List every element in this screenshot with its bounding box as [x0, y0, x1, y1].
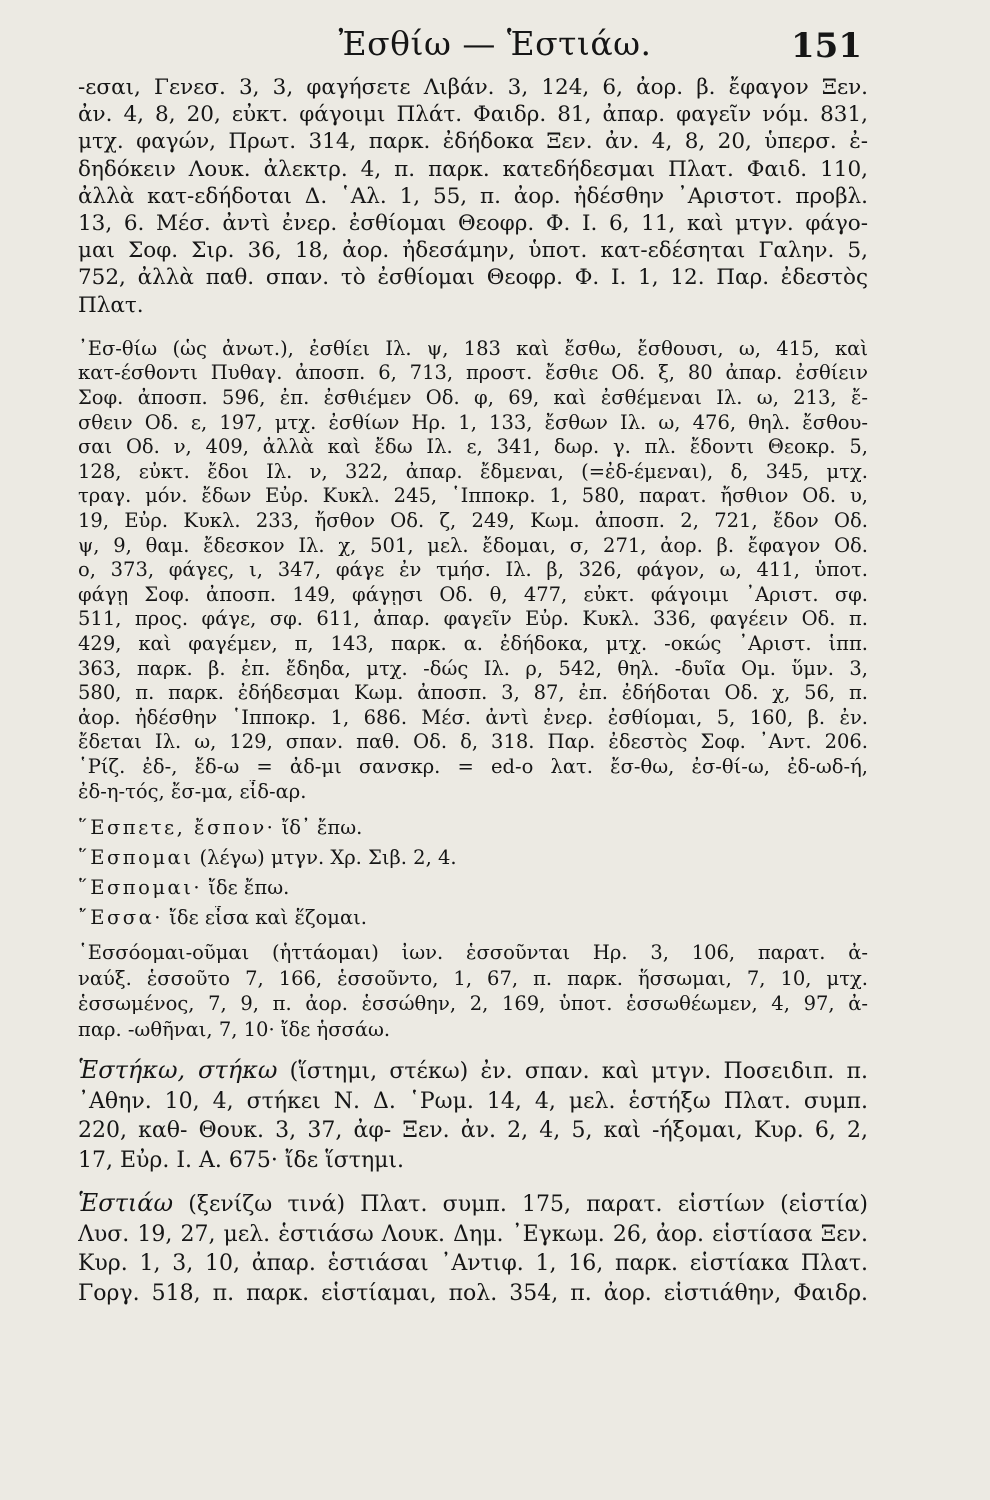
text-line: Γοργ. 518, π. παρκ. εἱστίαμαι, πολ. 354, π. ἀορ. εἱστιάθην, Φαιδρ.: [78, 1280, 868, 1306]
page-body: [78, 74, 868, 1308]
cross-reference-essa: [78, 906, 868, 930]
text-line: 752, ἀλλὰ παθ. σπαν. τὸ ἐσθίομαι Θεοφρ. Φ. Ι. 1, 12. Παρ. ἐδεστὸς: [78, 265, 868, 291]
text-line: 19, Εὐρ. Κυκλ. 233, ἤσθον Οδ. ζ, 249, Κωμ. ἀποσπ. 2, 721, ἔδον Οδ.: [78, 508, 868, 532]
text-line: κατ-έσθοντι Πυθαγ. ἀποσπ. 6, 713, προστ. ἔσθιε Οδ. ξ, 80 ἀπαρ. ἐσθίειν: [78, 361, 868, 385]
text-line: 429, καὶ φαγέμεν, π, 143, παρκ. α. ἐδήδοκα, μτχ. -οκώς ᾿Αριστ. ἱππ.: [78, 631, 868, 655]
text-line: ο, 373, φάγες, ι, 347, φάγε ἐν τμήσ. Ιλ. β, 326, φάγον, ω, 411, ὑποτ.: [78, 558, 868, 582]
text-line: [78, 876, 868, 900]
text-line: ἑσσωμένος, 7, 9, π. ἀορ. ἑσσώθην, 2, 169, ὑποτ. ἑσσωθέωμεν, 4, 97, ἀ-: [78, 992, 868, 1016]
entry-esthio-poetic: [78, 337, 868, 804]
cross-reference-espomai-2: [78, 876, 868, 900]
entry-esthio-continuation: [78, 74, 868, 319]
text-line: ψ, 9, θαμ. ἔδεσκον Ιλ. χ, 501, μελ. ἔδομαι, σ, 271, ἀορ. β. ἔφαγον Οδ.: [78, 533, 868, 557]
text-line: 17, Εὐρ. Ι. Α. 675· ἴδε ἵστημι.: [78, 1147, 405, 1173]
text-line: ἀλλὰ κατ-εδήδοται Δ. ῾Αλ. 1, 55, π. ἀορ. ἠδέσθην ᾿Αριστοτ. προβλ.: [78, 183, 868, 209]
text-line: 13, 6. Μέσ. ἀντὶ ἐνερ. ἐσθίομαι Θεοφρ. Φ. Ι. 6, 11, καὶ μτγν. φάγο-: [78, 211, 868, 237]
text-line: ναύξ. ἑσσοῦτο 7, 166, ἑσσοῦντο, 1, 67, π. παρκ. ἥσσωμαι, 7, 10, μτχ.: [78, 966, 868, 990]
text-line: ᾿Αθην. 10, 4, στήκει Ν. Δ. ῾Ρωμ. 14, 4, μελ. ἑστήξω Πλατ. συμπ.: [78, 1088, 868, 1114]
text-line: παρ. -ωθῆναι, 7, 10· ἴδε ἡσσάω.: [78, 1017, 391, 1041]
text-line: [78, 1056, 868, 1087]
text-line: 220, καθ- Θουκ. 3, 37, ἀφ- Ξεν. ἀν. 2, 4, 5, καὶ -ήξομαι, Κυρ. 6, 2,: [78, 1118, 868, 1144]
text-line: σαι Οδ. ν, 409, ἀλλὰ καὶ ἔδω Ιλ. ε, 341, δωρ. γ. πλ. ἔδοντι Θεοκρ. 5,: [78, 435, 868, 459]
entry-estiko: [78, 1056, 868, 1175]
text-line: 580, π. παρκ. ἐδήδεσμαι Κωμ. ἀποσπ. 3, 87, ἐπ. ἐδήδοται Οδ. χ, 56, π.: [78, 681, 868, 705]
page-header: [0, 20, 990, 70]
text-line: Σοφ. ἀποσπ. 596, ἐπ. ἐσθιέμεν Οδ. φ, 69, καὶ ἐσθέμεναι Ιλ. ω, 213, ἔ-: [78, 386, 868, 410]
lemma: ῞Εσπομαι: [78, 846, 194, 870]
reference-text: ἴδε ἔπω.: [202, 876, 290, 900]
text-line: ᾿Εσ-θίω (ὡς ἀνωτ.), ἐσθίει Ιλ. ψ, 183 καὶ ἔσθω, ἔσθουσι, ω, 415, καὶ: [78, 336, 868, 360]
reference-text: ἴδε εἶσα καὶ ἕζομαι.: [162, 906, 367, 930]
headword: Ἑστιάω: [78, 1189, 174, 1218]
text-line: Λυσ. 19, 27, μελ. ἑστιάσω Λουκ. Δημ. ᾿Εγκωμ. 26, ἀορ. εἱστίασα Ξεν.: [78, 1221, 868, 1247]
cross-reference-espete: [78, 816, 868, 840]
headword: Ἑστήκω, στήκω: [78, 1056, 278, 1085]
text-line: [78, 1189, 868, 1220]
text-line: σθειν Οδ. ε, 197, μτχ. ἐσθίων Ηρ. 1, 133, ἔσθων Ιλ. ω, 476, θηλ. ἔσθου-: [78, 410, 868, 434]
lemma: ῎Εσσα·: [78, 906, 163, 930]
text-line: [78, 816, 868, 840]
text-line: ῾Ρίζ. ἐδ-, ἔδ-ω = ἀδ-μι σανσκρ. = ed-o λατ. ἔσ-θω, ἐσ-θί-ω, ἐδ-ωδ-ή,: [78, 754, 868, 778]
page-number: 151: [791, 26, 862, 66]
entry-essoomai: [78, 940, 868, 1042]
text-line: ἀορ. ἠδέσθην ῾Ιπποκρ. 1, 686. Μέσ. ἀντὶ ἐνερ. ἐσθίομαι, 5, 160, β. ἐν.: [78, 705, 868, 729]
definition-text: (ἵστημι, στέκω) ἐν. σπαν. καὶ μτγν. Ποσειδιπ. π.: [277, 1059, 868, 1085]
text-line: μαι Σοφ. Σιρ. 36, 18, ἀορ. ἠδεσάμην, ὑποτ. κατ-εδέσηται Γαλην. 5,: [78, 238, 868, 264]
text-line: ἀν. 4, 8, 20, εὐκτ. φάγοιμι Πλάτ. Φαιδρ. 81, ἀπαρ. φαγεῖν νόμ. 831,: [78, 102, 868, 128]
reference-text: ἴδ᾿ ἔπω.: [275, 816, 363, 840]
text-line: ῾Εσσόομαι-οῦμαι (ἡττάομαι) ἰων. ἑσσοῦνται Ηρ. 3, 106, παρατ. ἀ-: [78, 941, 868, 965]
reference-text: (λέγω) μτγν. Χρ. Σιβ. 2, 4.: [193, 846, 457, 870]
text-line: 511, προς. φάγε, σφ. 611, ἀπαρ. φαγεῖν Εὐρ. Κυκλ. 336, φαγέειν Οδ. π.: [78, 607, 868, 631]
definition-text: (ξενίζω τινά) Πλατ. συμπ. 175, παρατ. εἱστίων (εἱστία): [173, 1192, 868, 1218]
text-line: [78, 906, 868, 930]
text-line: τραγ. μόν. ἔδων Εὐρ. Κυκλ. 245, ῾Ιπποκρ. 1, 580, παρατ. ἤσθιον Οδ. υ,: [78, 484, 868, 508]
lemma: ῞Εσπομαι·: [78, 876, 203, 900]
text-line: [78, 846, 868, 870]
text-line: -εσαι, Γενεσ. 3, 3, φαγήσετε Λιβάν. 3, 124, 6, ἀορ. β. ἔφαγον Ξεν.: [78, 75, 868, 100]
lemma: ῞Εσπετε, ἔσπον·: [78, 816, 276, 840]
text-line: 363, παρκ. β. ἐπ. ἔδηδα, μτχ. -δώς Ιλ. ρ, 542, θηλ. -δυῖα Ομ. ὕμν. 3,: [78, 656, 868, 680]
text-line: 128, εὐκτ. ἔδοι Ιλ. ν, 322, ἀπαρ. ἔδμεναι, (=ἐδ-έμεναι), δ, 345, μτχ.: [78, 459, 868, 483]
text-line: ἐδ-η-τός, ἔσ-μα, εἶδ-αρ.: [78, 779, 307, 803]
text-line: ἔδεται Ιλ. ω, 129, σπαν. παθ. Οδ. δ, 318. Παρ. ἐδεστὸς Σοφ. ᾿Αντ. 206.: [78, 730, 868, 754]
text-line: φάγῃ Σοφ. ἀποσπ. 149, φάγῃσι Οδ. θ, 477, εὐκτ. φάγοιμι ᾿Αριστ. σφ.: [78, 582, 868, 606]
entry-estiao: [78, 1189, 868, 1308]
text-line: Πλατ.: [78, 292, 144, 318]
text-line: μτχ. φαγών, Πρωτ. 314, παρκ. ἐδήδοκα Ξεν. ἀν. 4, 8, 20, ὑπερσ. ἐ-: [78, 129, 868, 155]
text-line: δηδόκειν Λουκ. ἀλεκτρ. 4, π. παρκ. κατεδήδεσμαι Πλατ. Φαιδ. 110,: [78, 156, 868, 182]
text-line: Κυρ. 1, 3, 10, ἀπαρ. ἑστιάσαι ᾿Αντιφ. 1, 16, παρκ. εἱστίακα Πλατ.: [78, 1251, 868, 1277]
cross-reference-espomai-1: [78, 846, 868, 870]
running-title: Ἐσθίω — Ἑστιάω.: [338, 24, 652, 63]
